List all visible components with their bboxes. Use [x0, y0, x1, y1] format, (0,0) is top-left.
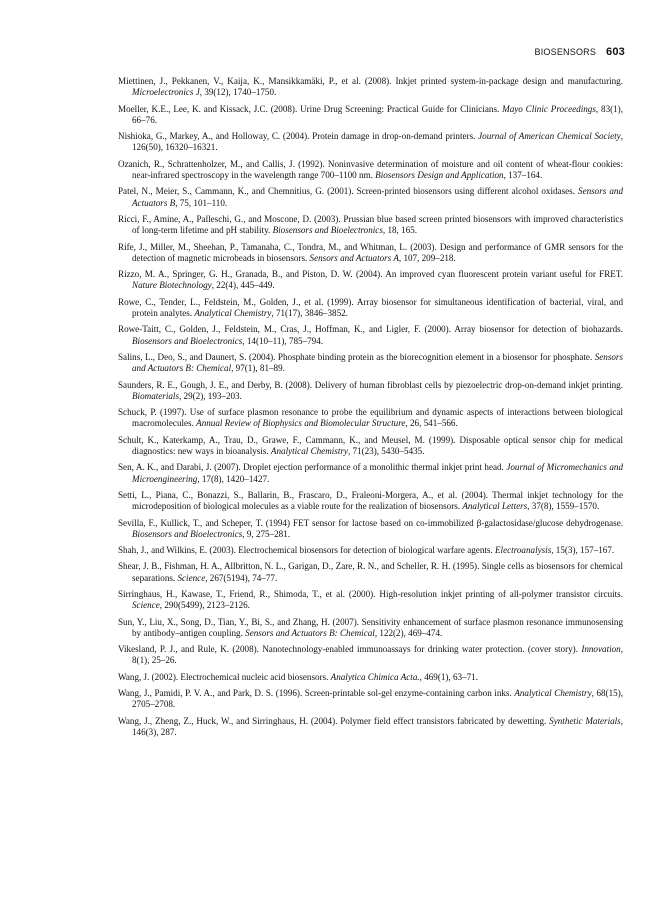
reference-citation: , 37(8), 1559–1570. — [527, 501, 600, 512]
reference-item — [118, 561, 623, 583]
reference-citation: , 83(1), 66–76. — [132, 103, 623, 125]
reference-text: Ozanich, R., Schrattenholzer, M., and Callis, J. (1992). Noninvasive determination of moisture and oil content of wheat-flour cookies: near-infrared spectroscopy in the wavelength range 700–1100 nm. — [118, 158, 623, 180]
reference-item — [118, 104, 623, 126]
reference-journal: Sensors and Actuators B: Chemical — [245, 627, 375, 638]
reference-journal: Sensors and Actuators A — [309, 252, 399, 263]
reference-journal: Analytical Letters — [462, 501, 528, 512]
reference-journal: Innovation — [581, 644, 621, 655]
reference-item — [118, 589, 623, 611]
reference-citation: , 29(2), 193–203. — [178, 390, 242, 401]
reference-text: Saunders, R. E., Gough, J. E., and Derby, B. (2008). Delivery of human fibroblast cells by piezoelectric drop-on-demand inkjet printing. — [118, 379, 623, 390]
reference-citation: , 75, 101–110. — [175, 197, 228, 208]
reference-journal: Sensors and Actuators B — [132, 186, 623, 208]
reference-item — [118, 380, 623, 402]
reference-citation: , 8(1), 25–26. — [132, 644, 623, 666]
reference-item — [118, 518, 623, 540]
reference-item — [118, 214, 623, 236]
reference-item — [118, 242, 623, 264]
reference-journal: Journal of Micromechanics and Microengineering — [132, 462, 624, 484]
reference-citation: , 18, 165. — [382, 225, 417, 236]
reference-text: Rowe-Taitt, C., Golden, J., Feldstein, M., Cras, J., Hoffman, K., and Ligler, F. (2000). Array biosensor for detection of biohazards. — [118, 324, 623, 335]
reference-journal: Journal of American Chemical Society — [478, 131, 621, 142]
reference-citation: , 71(17), 3846–3852. — [271, 307, 348, 318]
reference-journal: Biosensors and Bioelectronics — [132, 528, 243, 539]
reference-text: Nishioka, G., Markey, A., and Holloway, C. (2004). Protein damage in drop-on-demand printers. — [118, 131, 479, 142]
reference-item — [118, 617, 623, 639]
reference-item — [118, 644, 623, 666]
reference-citation: , 17(8), 1420–1427. — [197, 473, 270, 484]
reference-text: Rowe, C., Tender, L., Feldstein, M., Golden, J., et al. (1999). Array biosensor for simultaneous identification of bacterial, viral, and protein analytes. — [118, 296, 623, 318]
reference-text: Rife, J., Miller, M., Sheehan, P., Tamanaha, C., Tondra, M., and Whitman, L. (2003). Design and performance of GMR sensors for the detection of magnetic microbeads in biosensors. — [118, 241, 623, 263]
reference-journal: Biomaterials — [132, 390, 179, 401]
reference-citation: , 9, 275–281. — [242, 528, 291, 539]
reference-item — [118, 352, 623, 374]
reference-citation: , 14(10–11), 785–794. — [242, 335, 324, 346]
reference-text: Sun, Y., Liu, X., Song, D., Tian, Y., Bi, S., and Zhang, H. (2007). Sensitivity enhancement of surface plasmon resonance immunosensing by antibody–antigen coupling. — [118, 616, 623, 638]
reference-item — [118, 159, 623, 181]
reference-text: Rizzo, M. A., Springer, G. H., Granada, B., and Piston, D. W. (2004). An improved cyan fluorescent protein variant useful for FRET. — [118, 269, 623, 280]
reference-text: Wang, J., Zheng, Z., Huck, W., and Sirringhaus, H. (2004). Polymer field effect transistors fabricated by dewetting. — [118, 715, 550, 726]
reference-text: Moeller, K.E., Lee, K. and Kissack, J.C. (2008). Urine Drug Screening: Practical Guide for Clinicians. — [118, 103, 503, 114]
reference-item — [118, 324, 623, 346]
reference-journal: Microelectronics J — [132, 87, 200, 98]
reference-journal: Nature Biotechnology — [132, 280, 212, 291]
reference-item — [118, 76, 623, 98]
reference-citation: , 126(50), 16320–16321. — [132, 131, 623, 153]
reference-journal: Electroanalysis — [495, 545, 552, 556]
reference-journal: Biosensors and Bioelectronics — [272, 225, 383, 236]
reference-text: Wang, J., Pamidi, P. V. A., and Park, D. S. (1996). Screen-printable sol-gel enzyme-containing carbon inks. — [118, 688, 515, 699]
reference-text: Vikesland, P. J., and Rule, K. (2008). Nanotechnology-enabled immunoassays for drinking water protection. (cover story). — [118, 644, 582, 655]
reference-citation: , 15(3), 157–167. — [551, 545, 615, 556]
reference-item — [118, 435, 623, 457]
reference-list — [118, 76, 623, 743]
reference-citation: , 39(12), 1740–1750. — [199, 87, 277, 98]
reference-citation: , 97(1), 81–89. — [231, 363, 285, 374]
reference-text: Sirringhaus, H., Kawase, T., Friend, R., Shimoda, T., et al. (2000). High-resolution inkjet printing of all-polymer transistor circuits. — [118, 589, 623, 600]
reference-text: Shah, J., and Wilkins, E. (2003). Electrochemical biosensors for detection of biological warfare agents. — [118, 545, 495, 556]
reference-journal: Biosensors and Bioelectronics — [132, 335, 243, 346]
reference-text: Wang, J. (2002). Electrochemical nucleic acid biosensors. — [118, 671, 331, 682]
reference-citation: , 122(2), 469–474. — [374, 627, 443, 638]
page-number: 603 — [606, 46, 625, 58]
reference-text: Miettinen, J., Pekkanen, V., Kaija, K., Mansikkamäki, P., et al. (2008). Inkjet printed system-in-package design and manufacturing. — [118, 76, 623, 86]
reference-journal: Analytical Chemistry — [194, 307, 272, 318]
reference-text: Setti, L., Piana, C., Bonazzi, S., Ballarin, B., Frascaro, D., Fraleoni-Morgera, A., et al. (2004). Thermal inkjet technology for the microdeposition of biological molecules as a viable route for the realization of biosensors. — [118, 489, 623, 512]
reference-text: Schuck, P. (1997). Use of surface plasmon resonance to probe the equilibrium and dynamic aspects of interactions between biological macromolecules. — [118, 407, 623, 429]
reference-journal: Synthetic Materials — [549, 715, 621, 726]
reference-text: Ricci, F., Amine, A., Palleschi, G., and Moscone, D. (2003). Prussian blue based screen printed biosensors with improved characteristics of long-term lifetime and pH stability. — [118, 213, 623, 236]
reference-citation: , 267(5194), 74–77. — [205, 572, 278, 583]
reference-journal: Science — [177, 572, 206, 583]
reference-item — [118, 688, 623, 710]
reference-journal: Mayo Clinic Proceedings — [502, 103, 596, 114]
reference-journal: Analytical Chemistry — [270, 445, 348, 456]
reference-journal: Analytical Chemistry — [514, 688, 592, 699]
reference-item — [118, 716, 623, 738]
reference-item — [118, 269, 623, 291]
reference-text: Sen, A. K., and Darabi, J. (2007). Droplet ejection performance of a monolithic thermal inkjet print head. — [118, 462, 507, 473]
running-head-section: BIOSENSORS — [534, 47, 597, 57]
reference-citation: , 71(23), 5430–5435. — [347, 445, 425, 456]
reference-text: Shear, J. B., Fishman, H. A., Allbritton, N. L., Garigan, D., Zare, R. N., and Scheller, R. H. (1995). Single cells as biosensors for chemical separations. — [118, 561, 623, 583]
reference-citation: , 107, 209–218. — [398, 252, 456, 263]
reference-citation: , 469(1), 63–71. — [419, 671, 478, 682]
reference-text: Schult, K., Katerkamp, A., Trau, D., Grawe, F., Cammann, K., and Meusel, M. (1999). Disposable optical sensor chip for medical diagnostics: new ways in bioanalysis. — [118, 434, 623, 456]
reference-item — [118, 462, 623, 484]
reference-citation: , 290(5499), 2123–2126. — [159, 600, 250, 611]
reference-journal: Biosensors Design and Application — [375, 169, 504, 180]
reference-item — [118, 297, 623, 319]
reference-text: Patel, N., Meier, S., Cammann, K., and Chemnitius, G. (2001). Screen-printed biosensors using different alcohol oxidases. — [118, 186, 579, 197]
reference-item — [118, 490, 623, 512]
reference-journal: Science — [132, 600, 160, 611]
reference-item — [118, 545, 623, 556]
reference-journal: Analytica Chimica Acta. — [330, 671, 420, 682]
reference-item — [118, 186, 623, 208]
reference-journal: Annual Review of Biophysics and Biomolecular Structure — [196, 418, 406, 429]
running-head — [535, 46, 625, 58]
reference-citation: , 68(15), 2705–2708. — [132, 688, 623, 710]
reference-citation: , 137–164. — [503, 169, 543, 180]
reference-journal: Sensors and Actuators B: Chemical — [132, 351, 623, 374]
reference-citation: , 146(3), 287. — [132, 715, 623, 738]
reference-item — [118, 131, 623, 153]
reference-item — [118, 672, 623, 683]
reference-text: Salins, L., Deo, S., and Daunert, S. (2004). Phosphate binding protein as the biorecognition element in a biosensor for phosphate. — [118, 351, 595, 362]
reference-citation: , 22(4), 445–449. — [211, 280, 275, 291]
reference-item — [118, 407, 623, 429]
reference-citation: , 26, 541–566. — [405, 418, 458, 429]
reference-text: Sevilla, F., Kullick, T., and Scheper, T. (1994) FET sensor for lactose based on co-immobilized β-galactosidase/glucose dehydrogenase. — [118, 517, 623, 528]
